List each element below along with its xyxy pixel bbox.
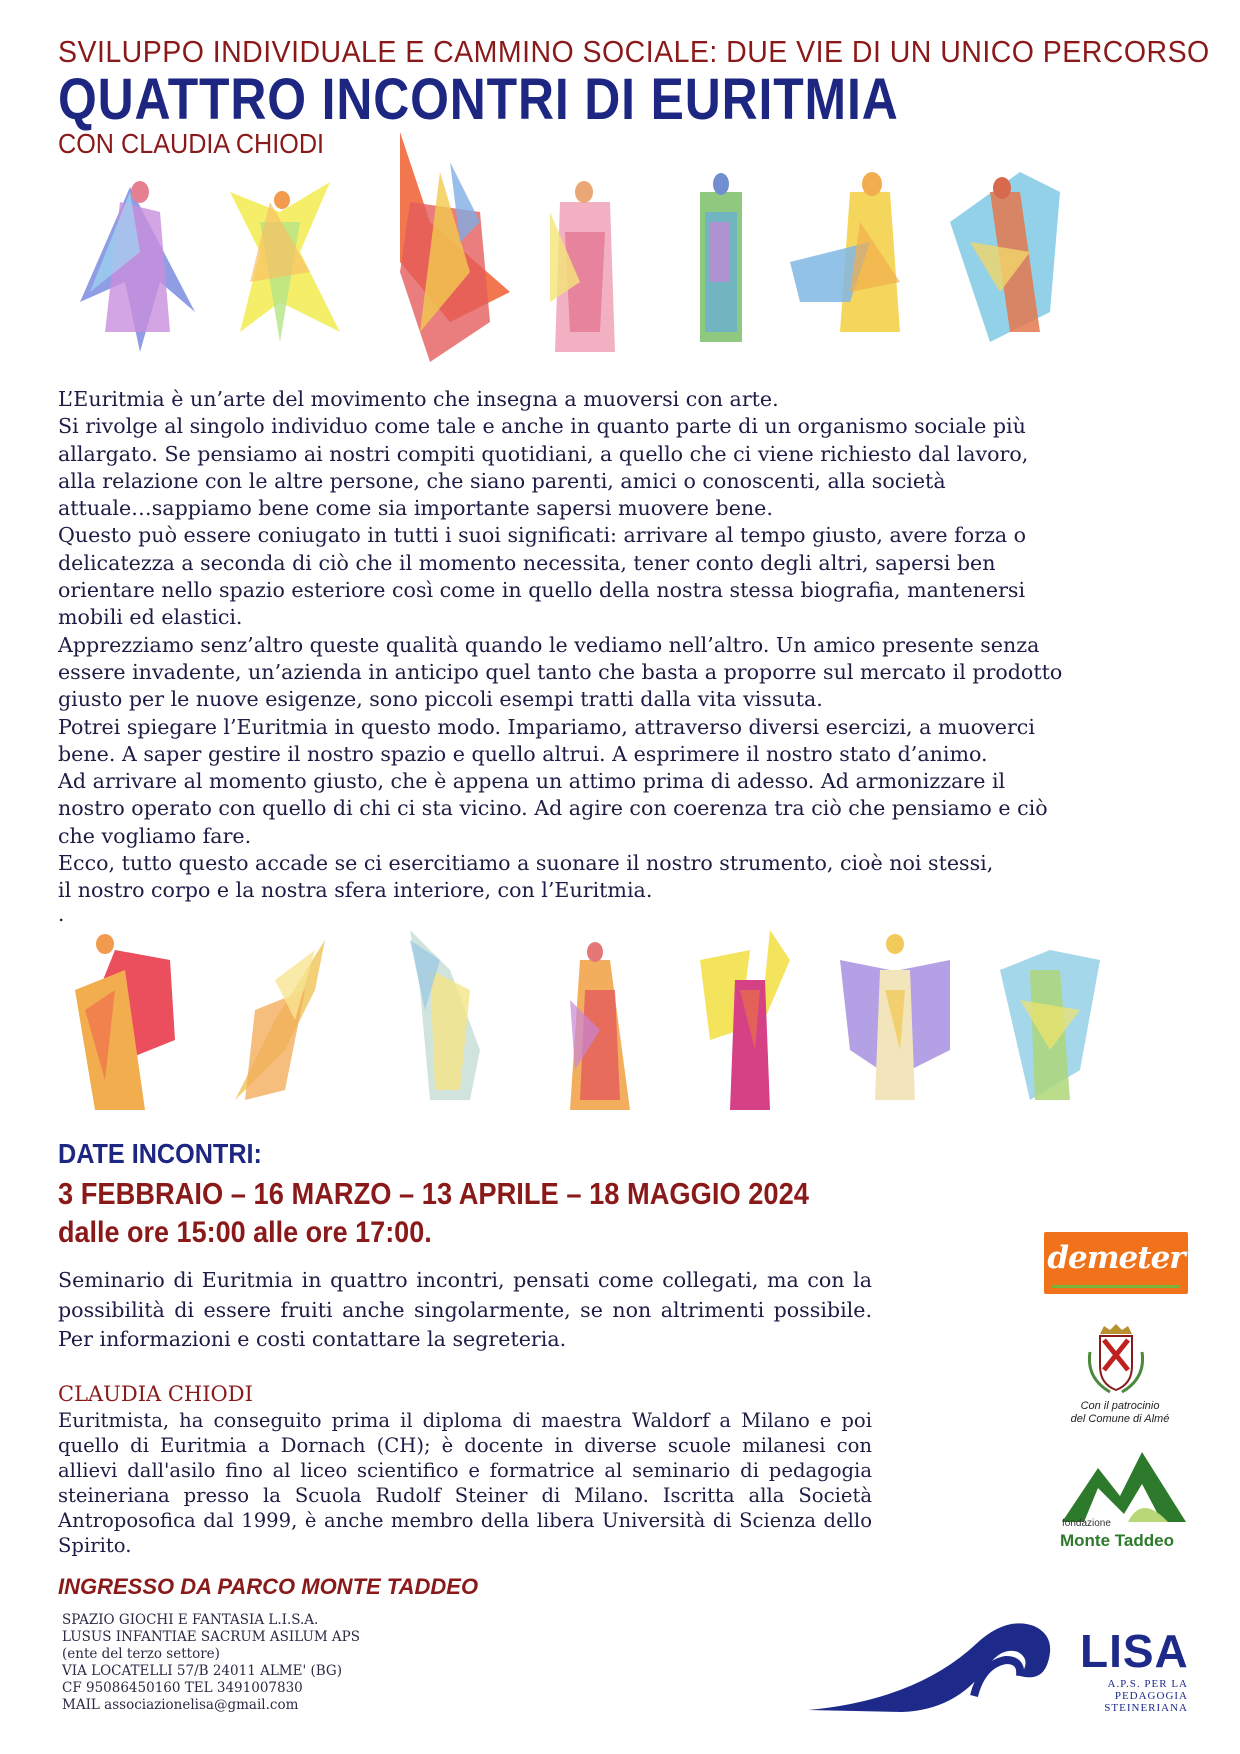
address-line: LUSUS INFANTIAE SACRUM ASILUM APS — [62, 1629, 361, 1645]
eurythmy-figure — [230, 182, 340, 342]
entry-note: INGRESSO DA PARCO MONTE TADDEO — [58, 1574, 479, 1599]
poster-teacher: CON CLAUDIA CHIODI — [58, 128, 325, 159]
lisa-subtitle — [1076, 1678, 1188, 1714]
intro-text — [58, 386, 1198, 905]
eurythmy-figure — [400, 132, 510, 362]
address-line: VIA LOCATELLI 57/B 24011 ALME' (BG) — [62, 1663, 342, 1679]
intro-line: Si rivolge al singolo individuo come tale e anche in quanto parte di un organismo sociale più — [58, 414, 1026, 439]
eurythmy-figure — [570, 942, 630, 1110]
seminar-description: Seminario di Euritmia in quattro incontri, pensati come collegati, ma con la possibilità di essere fruiti anche singolarmente, se non altrimenti possibile. Per informazioni e costi contattare la segreteria. — [58, 1268, 872, 1351]
dates-time: dalle ore 15:00 alle ore 17:00. — [58, 1216, 432, 1249]
intro-line: delicatezza a seconda di ciò che il momento necessita, tener conto degli altri, sapersi ben — [58, 550, 996, 575]
address-block — [62, 1612, 360, 1714]
address-line: CF 95086450160 TEL 3491007830 — [62, 1680, 303, 1696]
intro-line: alla relazione con le altre persone, che siano parenti, amici o conoscenti, alla società — [58, 468, 946, 493]
eurythmy-figure — [75, 934, 175, 1110]
eurythmy-figure — [700, 173, 742, 342]
dates-label: DATE INCONTRI: — [58, 1138, 262, 1169]
address-email: MAIL associazionelisa@gmail.com — [62, 1697, 299, 1713]
eurythmy-figure — [840, 934, 950, 1100]
intro-line: nostro operato con quello di chi ci sta vicino. Ad agire con coerenza tra ciò che pensiamo e ciò — [58, 796, 1048, 821]
lisa-wave-icon — [806, 1604, 1078, 1720]
patronage-text — [1050, 1400, 1190, 1426]
eurythmy-figure — [790, 172, 900, 332]
intro-line: bene. A saper gestire il nostro spazio e quello altrui. A esprimere il nostro stato d’animo. — [58, 741, 988, 766]
eurythmy-figure — [80, 181, 195, 352]
address-line: (ente del terzo settore) — [62, 1646, 220, 1662]
intro-line: essere invadente, un’azienda in anticipo quel tanto che basta a proporre sul mercato il prodotto — [58, 659, 1063, 684]
dates-list: 3 FEBBRAIO – 16 MARZO – 13 APRILE – 18 MAGGIO 2024 — [58, 1176, 809, 1211]
eurythmy-figures-top — [50, 132, 1190, 364]
eurythmy-figure — [410, 930, 480, 1100]
intro-line: che vogliamo fare. — [58, 823, 252, 848]
alme-crest-icon — [1080, 1322, 1152, 1400]
eurythmy-figure — [950, 172, 1060, 342]
demeter-wordmark: demeter — [1047, 1240, 1185, 1276]
intro-line: L’Euritmia è un’arte del movimento che insegna a muoversi con arte. — [58, 387, 779, 411]
patronage-line: del Comune di Almé — [1070, 1413, 1170, 1425]
eurythmy-figure — [1000, 950, 1100, 1100]
intro-line: giusto per le nuove esigenze, sono piccoli esempi tratti dalla vita vissuta. — [58, 687, 823, 712]
intro-line: attuale…sappiamo bene come sia importante sapersi muovere bene. — [58, 496, 773, 521]
fondazione-label: fondazione — [1062, 1518, 1111, 1529]
intro-line: allargato. Se pensiamo ai nostri compiti quotidiani, a quello che ci viene richiesto dal lavoro, — [58, 441, 1029, 466]
intro-line: il nostro corpo e la nostra sfera interiore, con l’Euritmia. — [58, 878, 653, 903]
lisa-sub-line: A.P.S. PER LA — [1107, 1678, 1188, 1690]
eurythmy-figures-bottom — [50, 930, 1190, 1112]
eurythmy-figure — [550, 181, 615, 352]
eurythmy-figure — [700, 930, 790, 1110]
lisa-wordmark: LISA — [1080, 1625, 1189, 1677]
patronage-line: Con il patrocinio — [1080, 1400, 1160, 1412]
trailing-dot: . — [58, 902, 65, 926]
intro-line: mobili ed elastici. — [58, 605, 243, 630]
eurythmy-figure — [235, 940, 325, 1100]
demeter-logo — [1044, 1232, 1188, 1294]
intro-line: orientare nello spazio esteriore così come in quello della nostra stessa biografia, mantenersi — [58, 578, 1026, 603]
poster-title: QUATTRO INCONTRI DI EURITMIA — [58, 67, 899, 132]
intro-line: Apprezziamo senz’altro queste qualità quando le vediamo nell’altro. Un amico presente senza — [58, 632, 1040, 657]
bio-name: CLAUDIA CHIODI — [58, 1382, 253, 1406]
demeter-bar — [1052, 1285, 1180, 1288]
address-line: SPAZIO GIOCHI E FANTASIA L.I.S.A. — [62, 1612, 319, 1628]
poster-subtitle: SVILUPPO INDIVIDUALE E CAMMINO SOCIALE: DUE VIE DI UN UNICO PERCORSO — [58, 34, 1210, 69]
intro-line: Ecco, tutto questo accade se ci esercitiamo a suonare il nostro strumento, cioè noi stessi, — [58, 851, 994, 876]
intro-line: Potrei spiegare l’Euritmia in questo modo. Impariamo, attraverso diversi esercizi, a muoverci — [58, 714, 1035, 739]
monte-taddeo-label: Monte Taddeo — [1060, 1531, 1174, 1550]
intro-line: Ad arrivare al momento giusto, che è appena un attimo prima di adesso. Ad armonizzare il — [58, 769, 1006, 794]
lisa-sub-line: STEINERIANA — [1104, 1702, 1188, 1714]
lisa-sub-line: PEDAGOGIA — [1114, 1690, 1188, 1702]
bio-text: Euritmista, ha conseguito prima il diploma di maestra Waldorf a Milano e poi quello di Euritmia a Dornach (CH); è docente in diverse scuole milanesi con allievi dall'asilo fino al liceo scientifico e formatrice al seminario di pedagogia steineriana presso la Scuola Rudolf Steiner di Milano. Iscritta alla Società Antroposofica dal 1999, è anche membro della libera Università di Scienza dello Spirito. — [58, 1409, 872, 1557]
intro-line: Questo può essere coniugato in tutti i suoi significati: arrivare al tempo giusto, avere forza o — [58, 523, 1027, 548]
